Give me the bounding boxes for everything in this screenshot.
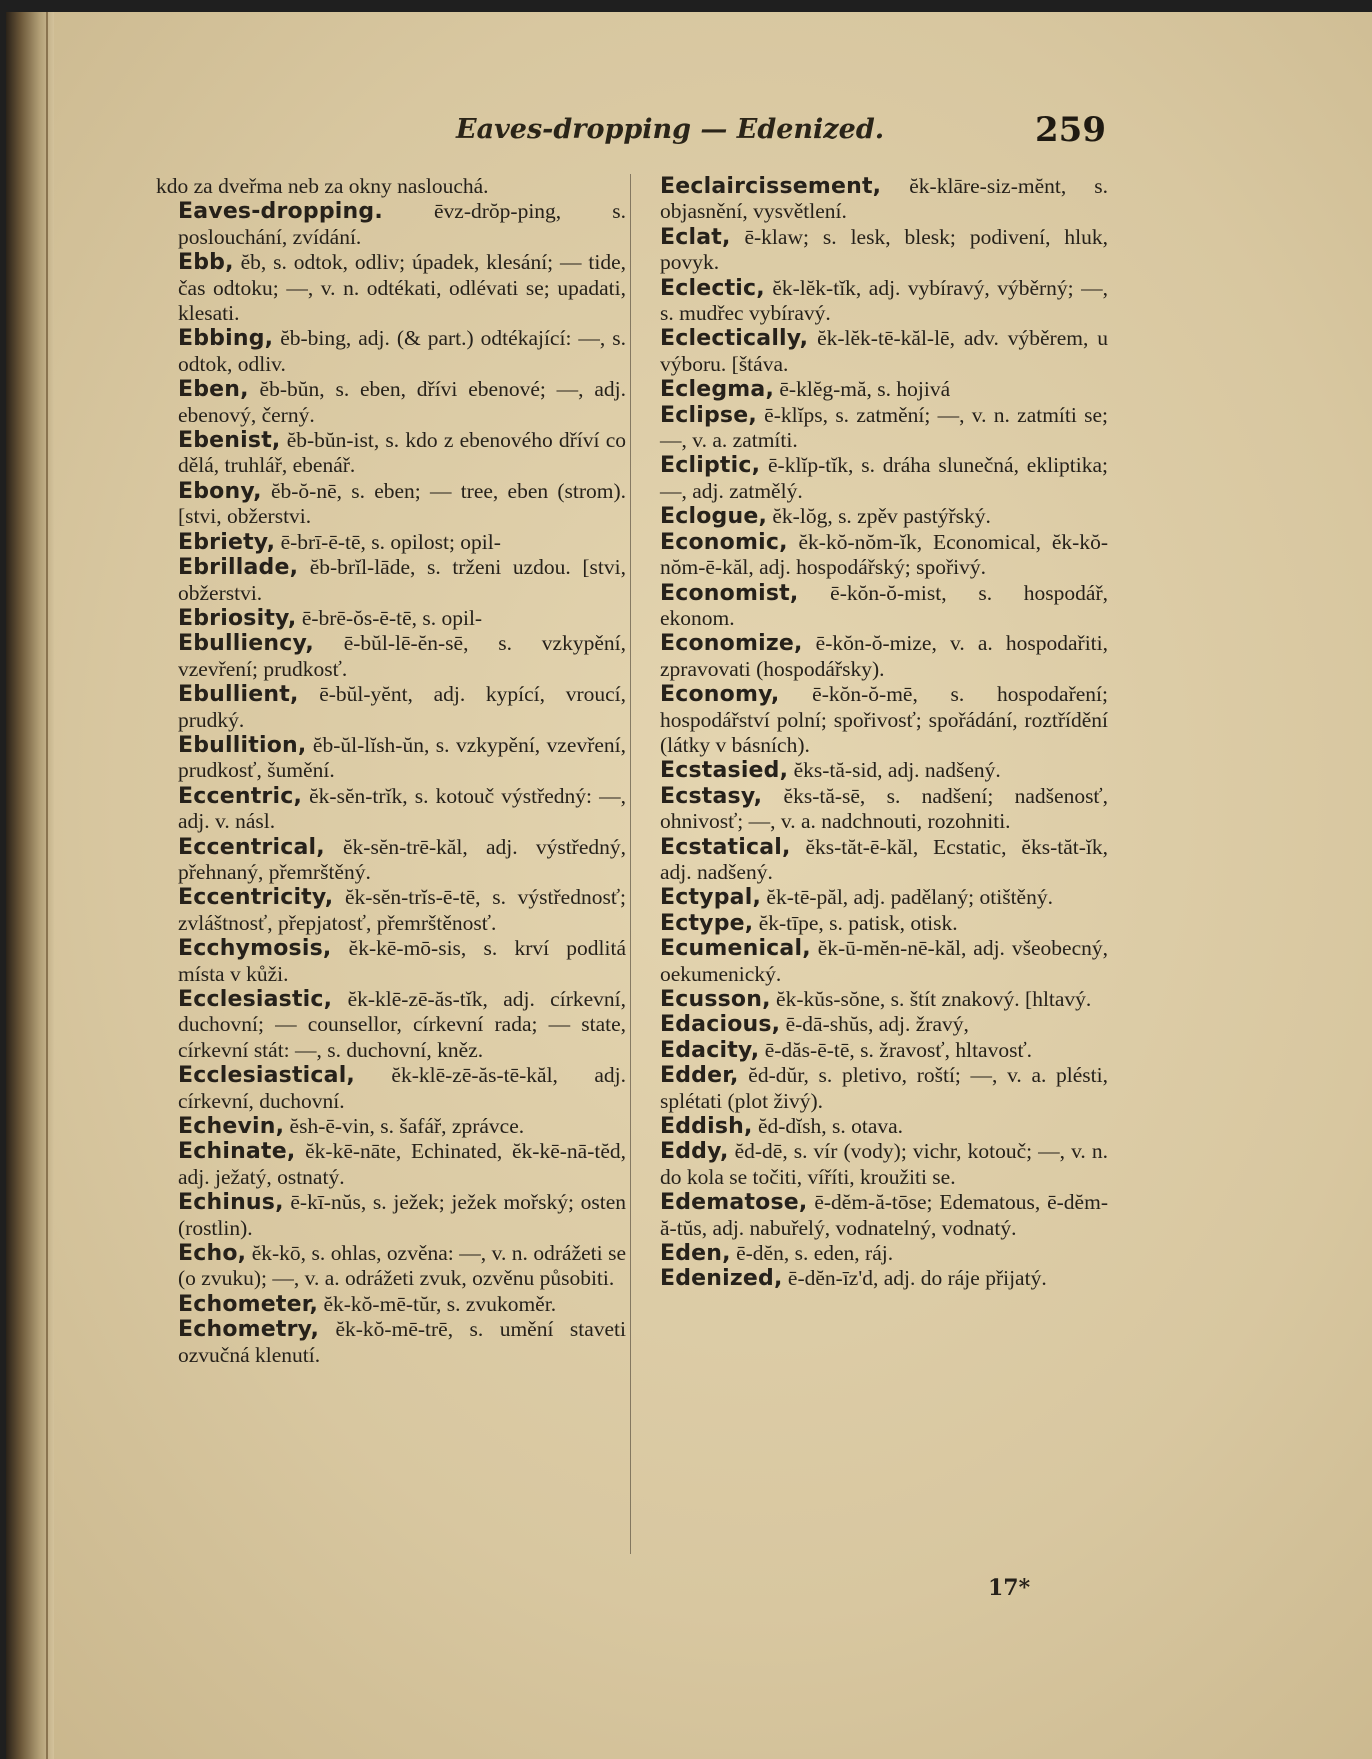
- headword: Eclogue,: [660, 504, 768, 530]
- dictionary-entry: [638, 377, 1108, 402]
- dictionary-entry: [638, 682, 1108, 758]
- headword: Ecliptic,: [660, 453, 761, 479]
- entry-definition: ē-brī-ē-tē, s. opilost; opil-: [280, 529, 501, 554]
- headword: Eccentric,: [178, 783, 302, 809]
- entry-definition: ē-brē-ŏs-ē-tē, s. opil-: [301, 605, 483, 630]
- dictionary-entry: [638, 504, 1108, 529]
- dictionary-entry: [156, 1063, 626, 1114]
- entry-definition: ĕk-klē-zē-ăs-tĭk, adj. církevní, duchovní; — counsellor, církevní rada; — state, církevní stát: —, s. duchovní, kněz.: [178, 987, 626, 1062]
- dictionary-entry: [638, 911, 1108, 936]
- headword: Echometry,: [178, 1317, 320, 1343]
- dictionary-entry: [156, 174, 626, 199]
- entry-definition: ĕd-dĭsh, s. otava.: [757, 1114, 904, 1139]
- entry-definition: ĕk-lŏg, s. zpěv pastýřský.: [772, 504, 991, 529]
- dictionary-entry: [638, 326, 1108, 377]
- headword: Echinate,: [178, 1139, 296, 1165]
- headword: Edder,: [660, 1063, 739, 1089]
- headword: Edacious,: [660, 1012, 781, 1038]
- headword: Ebony,: [178, 478, 262, 504]
- dictionary-entry: [638, 1012, 1108, 1037]
- dictionary-entry: [156, 606, 626, 631]
- entry-definition: ē-kŏn-ŏ-mize, v. a. hospodařiti, zpravovati (hospodářsky).: [660, 631, 1108, 681]
- dictionary-entry: [156, 530, 626, 555]
- entry-definition: ĕk-kō, s. ohlas, ozvěna: —, v. n. odrážeti se (o zvuku); —, v. a. odrážeti zvuk, ozvěnu působiti.: [178, 1241, 627, 1291]
- headword: Eccentricity,: [178, 885, 334, 911]
- dictionary-entry: [638, 1114, 1108, 1139]
- column-divider: [630, 174, 631, 1554]
- headword: Eclipse,: [660, 402, 757, 428]
- headword: Ebullition,: [178, 732, 307, 758]
- entry-definition: ĕk-klē-zē-ăs-tē-kăl, adj. církevní, duchovní.: [178, 1063, 626, 1113]
- entry-definition: ĕsh-ē-vin, s. šafář, zprávce.: [289, 1114, 525, 1139]
- entry-definition: ĕk-kē-mō-sis, s. krví podlitá místa v kůži.: [178, 936, 627, 986]
- headword: Edacity,: [660, 1037, 760, 1063]
- entry-definition: ĕk-sĕn-trĭs-ē-tē, s. výstřednosť; zvláštnosť, přepjatosť, přemrštěnosť.: [178, 885, 627, 935]
- entry-definition: ē-kŏn-ŏ-mist, s. hospodář, ekonom.: [660, 580, 1109, 630]
- dictionary-entry: [156, 835, 626, 886]
- entry-definition: ĕb-bing, adj. (& part.) odtékající: —, s. odtok, odliv.: [178, 326, 626, 376]
- entry-definition: ē-dĕn, s. eden, ráj.: [736, 1241, 894, 1266]
- headword: Economize,: [660, 631, 803, 657]
- entry-definition: ē-klaw; s. lesk, blesk; podivení, hluk, povyk.: [660, 224, 1108, 275]
- dictionary-entry: [156, 250, 626, 326]
- dictionary-entry: [638, 1190, 1108, 1241]
- headword: Ebenist,: [178, 428, 281, 454]
- headword: Eccentrical,: [178, 834, 325, 860]
- entry-definition: ĕk-klāre-siz-mĕnt, s. objasnění, vysvětlení.: [660, 174, 1109, 224]
- dictionary-entry: [638, 581, 1108, 632]
- entry-definition: ĕks-tăt-ē-kăl, Ecstatic, ĕks-tăt-ĭk, adj. nadšený.: [660, 834, 1108, 884]
- headword: Ecstasied,: [660, 758, 789, 784]
- headword: Echevin,: [178, 1114, 285, 1140]
- entry-definition: ē-kī-nŭs, s. ježek; ježek mořský; osten (rostlin).: [178, 1190, 627, 1240]
- dictionary-entry: [638, 225, 1108, 276]
- dictionary-entry: [156, 936, 626, 987]
- headword: Eben,: [178, 377, 249, 403]
- dictionary-entry: [638, 885, 1108, 910]
- headword: Eddy,: [660, 1139, 729, 1165]
- headword: Ecclesiastic,: [178, 987, 333, 1012]
- entry-definition: ē-bŭl-lē-ĕn-sē, s. vzkypění, vzevření; prudkosť.: [178, 631, 626, 681]
- entry-definition: ē-dĕn-īz'd, adj. do ráje přijatý.: [787, 1266, 1047, 1291]
- headword: Economic,: [660, 529, 788, 555]
- dictionary-entry: [638, 1063, 1108, 1114]
- entry-definition: kdo za dveřma neb za okny naslouchá.: [156, 174, 489, 198]
- dictionary-entry: [638, 987, 1108, 1012]
- entry-definition: ē-bŭl-yĕnt, adj. kypící, vroucí, prudký.: [178, 682, 626, 732]
- dictionary-entry: [156, 631, 626, 682]
- entry-definition: ē-dĕm-ă-tōse; Edematous, ē-dĕm-ă-tŭs, adj. nabuřelý, vodnatelný, vodnatý.: [660, 1190, 1108, 1240]
- dictionary-entry: [638, 174, 1108, 225]
- entry-definition: ĕk-sĕn-trĭk, s. kotouč výstředný: —, adj. v. násl.: [178, 783, 627, 834]
- entry-definition: ĕb-ŭl-lĭsh-ŭn, s. vzkypění, vzevření, prudkosť, šumění.: [178, 732, 626, 783]
- entry-definition: ĕk-lĕk-tĭk, adj. vybíravý, výběrný; —, s. mudřec vybíravý.: [660, 275, 1108, 326]
- headword: Ecchymosis,: [178, 936, 332, 962]
- dictionary-entry: [156, 885, 626, 936]
- entry-definition: ĕk-tē-păl, adj. padělaný; otištěný.: [766, 885, 1053, 910]
- headword: Ecclesiastical,: [178, 1063, 355, 1089]
- dictionary-entry: [156, 987, 626, 1063]
- running-title: Eaves-dropping — Edenized.: [456, 114, 885, 145]
- entry-definition: ĕd-dē, s. vír (vody); vichr, kotouč; —, v. n. do kola se točiti, víříti, kroužiti se.: [660, 1139, 1108, 1189]
- entry-definition: ĕd-dŭr, s. pletivo, roští; —, v. a. plésti, splétati (plot živý).: [660, 1063, 1108, 1113]
- headword: Edenized,: [660, 1266, 783, 1292]
- headword: Eclegma,: [660, 377, 775, 403]
- dictionary-entry: [156, 428, 626, 479]
- dictionary-entry: [156, 1190, 626, 1241]
- dictionary-entry: [156, 733, 626, 784]
- entry-definition: ĕk-tīpe, s. patisk, otisk.: [758, 910, 958, 935]
- headword: Ebullient,: [178, 682, 299, 708]
- headword: Ecusson,: [660, 987, 771, 1012]
- headword: Ebriosity,: [178, 605, 297, 631]
- dictionary-entry: [638, 936, 1108, 987]
- entry-definition: ēvz-drŏp-ping, s. poslouchání, zvídání.: [178, 199, 627, 249]
- dictionary-page: [6, 12, 1372, 1759]
- entry-definition: ĕk-kŏ-nŏm-ĭk, Economical, ĕk-kŏ-nŏm-ē-kăl, adj. hospodářský; spořivý.: [660, 529, 1109, 580]
- headword: Ebb,: [178, 250, 234, 276]
- dictionary-entry: [638, 1266, 1108, 1291]
- entry-definition: ĕb-bŭn, s. eben, dřívi ebenové; —, adj. ebenový, černý.: [178, 377, 626, 427]
- spine-fold-line: [46, 12, 48, 1759]
- headword: Echinus,: [178, 1190, 284, 1216]
- dictionary-entry: [638, 403, 1108, 454]
- entry-definition: ĕb-ŏ-nē, s. eben; — tree, eben (strom). [stvi, obžerstvi.: [178, 478, 627, 529]
- entry-definition: ē-dā-shŭs, adj. žravý,: [785, 1012, 969, 1037]
- dictionary-entry: [156, 555, 626, 606]
- entry-definition: ē-klĭps, s. zatmění; —, v. n. zatmíti se; —, v. a. zatmíti.: [660, 402, 1108, 453]
- headword: Edematose,: [660, 1190, 808, 1216]
- dictionary-entry: [638, 530, 1108, 581]
- headword: Eclectically,: [660, 326, 809, 352]
- entry-definition: ĕk-kŏ-mē-tŭr, s. zvukoměr.: [323, 1291, 557, 1316]
- entry-definition: ē-kŏn-ŏ-mē, s. hospodaření; hospodářství polní; spořivosť; spořádání, roztřídění (látky v básních).: [660, 682, 1109, 757]
- dictionary-entry: [156, 1241, 626, 1292]
- entry-definition: ē-dăs-ē-tē, s. žravosť, hltavosť.: [764, 1037, 1033, 1062]
- entry-definition: ĕk-kŏ-mē-trē, s. umění staveti ozvučná klenutí.: [178, 1317, 626, 1367]
- entry-definition: ĕb-bŭn-ist, s. kdo z ebenového dříví co dělá, truhlář, ebenář.: [178, 428, 626, 478]
- dictionary-entry: [638, 758, 1108, 783]
- dictionary-entry: [156, 326, 626, 377]
- page-number: 259: [1035, 110, 1106, 150]
- dictionary-entry: [638, 1038, 1108, 1063]
- dictionary-entry: [638, 631, 1108, 682]
- entry-definition: ĕks-tă-sid, adj. nadšený.: [793, 758, 1001, 783]
- dictionary-entry: [638, 784, 1108, 835]
- entry-definition: ĕk-ū-mĕn-nē-kăl, adj. všeobecný, oekumenický.: [660, 936, 1108, 986]
- headword: Economy,: [660, 682, 780, 708]
- headword: Ecstatical,: [660, 834, 791, 860]
- dictionary-entry: [638, 453, 1108, 504]
- dictionary-entry: [156, 1317, 626, 1368]
- headword: Ebbing,: [178, 326, 274, 352]
- headword: Eclectic,: [660, 275, 765, 301]
- headword: Echometer,: [178, 1291, 319, 1317]
- entry-definition: ĕk-lĕk-tē-kăl-lē, adv. výběrem, u výboru. [štáva.: [660, 326, 1108, 376]
- dictionary-entry: [156, 784, 626, 835]
- headword: Economist,: [660, 580, 799, 606]
- entry-definition: ē-klĭp-tĭk, s. dráha slunečná, ekliptika; —, adj. zatmělý.: [660, 453, 1109, 503]
- entry-definition: ĕk-kŭs-sŏne, s. štít znakový. [hltavý.: [776, 987, 1092, 1011]
- dictionary-entry: [156, 1114, 626, 1139]
- headword: Ectypal,: [660, 885, 762, 911]
- left-column: [156, 174, 626, 1368]
- headword: Eclat,: [660, 224, 731, 250]
- headword: Eden,: [660, 1241, 731, 1267]
- dictionary-entry: [156, 1139, 626, 1190]
- dictionary-entry: [156, 377, 626, 428]
- headword: Ecumenical,: [660, 936, 811, 962]
- headword: Echo,: [178, 1241, 247, 1267]
- dictionary-entry: [156, 682, 626, 733]
- entry-definition: ĕb-brĭl-lāde, s. trženi uzdou. [stvi, obžerstvi.: [178, 555, 626, 605]
- right-column: [638, 174, 1108, 1292]
- printer-signature: 17*: [988, 1575, 1031, 1601]
- headword: Eaves-dropping.: [178, 199, 383, 225]
- entry-definition: ĕb, s. odtok, odliv; úpadek, klesání; — tide, čas odtoku; —, v. n. odtékati, odlévati se; upadati, klesati.: [178, 250, 626, 326]
- entry-definition: ĕks-tă-sē, s. nadšení; nadšenosť, ohnivosť; —, v. a. nadchnouti, rozohniti.: [660, 783, 1108, 834]
- headword: Ebriety,: [178, 529, 276, 555]
- dictionary-entry: [638, 276, 1108, 327]
- dictionary-entry: [638, 1241, 1108, 1266]
- dictionary-entry: [638, 835, 1108, 886]
- headword: Eeclaircissement,: [660, 174, 882, 199]
- entry-definition: ē-klĕg-mă, s. hojivá: [779, 377, 951, 402]
- page-header: [156, 110, 1106, 150]
- headword: Ebrillade,: [178, 555, 299, 581]
- headword: Ectype,: [660, 910, 754, 936]
- dictionary-entry: [638, 1139, 1108, 1190]
- dictionary-entry: [156, 1292, 626, 1317]
- dictionary-entry: [156, 479, 626, 530]
- headword: Ebulliency,: [178, 631, 314, 657]
- headword: Ecstasy,: [660, 783, 763, 809]
- entry-definition: ĕk-kē-nāte, Echinated, ĕk-kē-nā-tĕd, adj. ježatý, ostnatý.: [178, 1139, 627, 1189]
- headword: Eddish,: [660, 1114, 753, 1140]
- entry-definition: ĕk-sĕn-trē-kăl, adj. výstředný, přehnaný, přemrštěný.: [178, 834, 626, 884]
- dictionary-entry: [156, 199, 626, 250]
